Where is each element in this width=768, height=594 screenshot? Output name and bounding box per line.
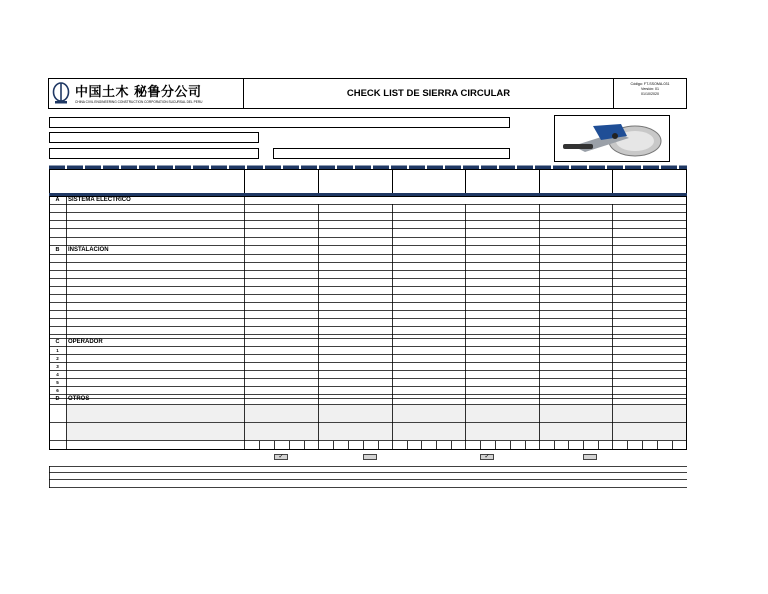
document-title: CHECK LIST DE SIERRA CIRCULAR xyxy=(243,78,614,109)
section-c-letter: C xyxy=(55,339,60,345)
checkbox-1[interactable]: ✓ xyxy=(274,454,288,460)
checkbox-4[interactable] xyxy=(583,454,597,460)
section-b-letter: B xyxy=(55,247,60,253)
operator-item-2: 2 xyxy=(56,356,59,361)
operator-item-3: 3 xyxy=(56,364,59,369)
section-b-title: INSTALACION xyxy=(68,247,109,253)
section-d-title: OTROS xyxy=(68,396,90,402)
checkbox-2[interactable] xyxy=(363,454,377,460)
document-date: 01/10/2020 xyxy=(641,92,659,96)
operator-item-6: 6 xyxy=(56,388,59,393)
section-d-letter: D xyxy=(55,396,60,402)
section-a-letter: A xyxy=(55,197,60,203)
document-version: Versión: 01 xyxy=(641,87,659,91)
operator-item-4: 4 xyxy=(56,372,59,377)
operator-item-1: 1 xyxy=(56,348,59,353)
checkbox-3[interactable]: ✓ xyxy=(480,454,494,460)
company-name-cn: 中国土木 秘鲁分公司 xyxy=(75,85,202,100)
section-c-title: OPERADOR xyxy=(68,339,103,345)
operator-item-5: 5 xyxy=(56,380,59,385)
section-a-title: SISTEMA ELECTRICO xyxy=(68,197,131,203)
document-code: Código: FT-SSOMA-031 xyxy=(630,82,670,86)
company-name-en: CHINA CIVIL ENGINEERING CONSTRUCTION CORPORATION SUCURSAL DEL PERU xyxy=(75,100,203,104)
